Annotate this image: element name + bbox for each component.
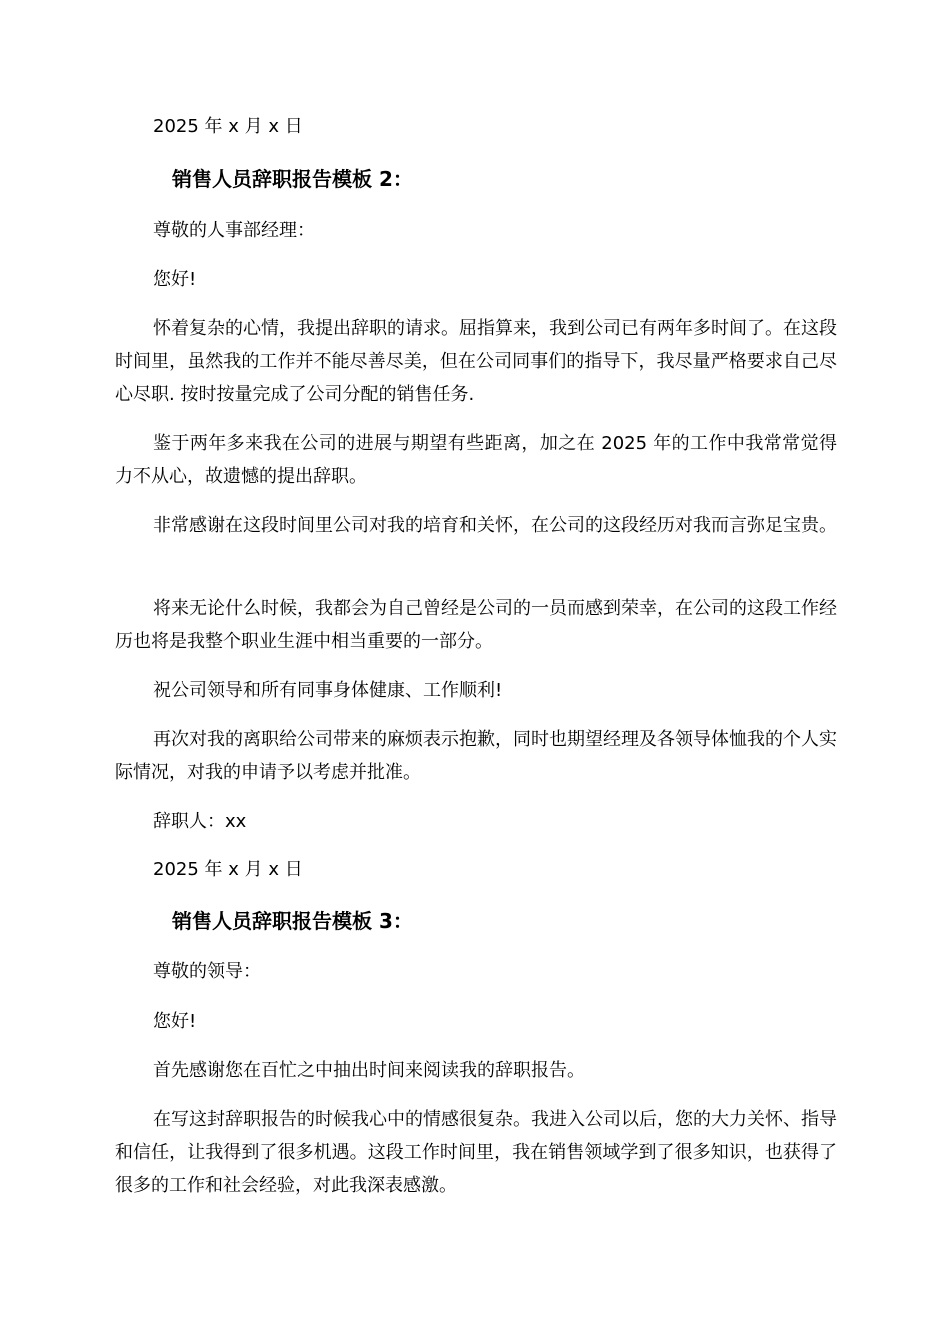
- date-line: 2025 年 x 月 x 日: [153, 859, 303, 880]
- intro-line: 首先感谢您在百忙之中抽出时间来阅读我的辞职报告。: [153, 1060, 585, 1081]
- section-heading-template-2: 销售人员辞职报告模板 2：: [172, 167, 413, 191]
- section-heading-template-3: 销售人员辞职报告模板 3：: [172, 909, 413, 933]
- salutation: 尊敬的人事部经理：: [153, 220, 315, 241]
- wish-line: 祝公司领导和所有同事身体健康、工作顺利!: [153, 680, 503, 701]
- body-paragraph: 在写这封辞职报告的时候我心中的情感很复杂。我进入公司以后，您的大力关怀、指导和信任，让我得到了很多机遇。这段工作时间里，我在销售领域学到了很多知识，也获得了很多的工作和社会经验，对此我深表感激。: [115, 1109, 837, 1196]
- salutation: 尊敬的领导：: [153, 961, 261, 982]
- greeting: 您好!: [153, 1011, 197, 1032]
- signature-line: 辞职人：xx: [153, 811, 247, 832]
- body-paragraph: 鉴于两年多来我在公司的进展与期望有些距离，加之在 2025 年的工作中我常常觉得力不从心，故遗憾的提出辞职。: [115, 433, 837, 487]
- body-paragraph: 怀着复杂的心情，我提出辞职的请求。屈指算来，我到公司已有两年多时间了。在这段时间里，虽然我的工作并不能尽善尽美，但在公司同事们的指导下，我尽量严格要求自己尽心尽职. 按时按量完成了公司分配的销售任务.: [115, 318, 837, 405]
- body-paragraph: 非常感谢在这段时间里公司对我的培育和关怀，在公司的这段经历对我而言弥足宝贵。: [153, 515, 837, 536]
- closing-paragraph: 再次对我的离职给公司带来的麻烦表示抱歉，同时也期望经理及各领导体恤我的个人实际情况，对我的申请予以考虑并批准。: [115, 729, 837, 783]
- body-paragraph: 将来无论什么时候，我都会为自己曾经是公司的一员而感到荣幸，在公司的这段工作经历也将是我整个职业生涯中相当重要的一部分。: [115, 598, 837, 652]
- greeting: 您好!: [153, 269, 197, 290]
- date-line: 2025 年 x 月 x 日: [153, 116, 303, 137]
